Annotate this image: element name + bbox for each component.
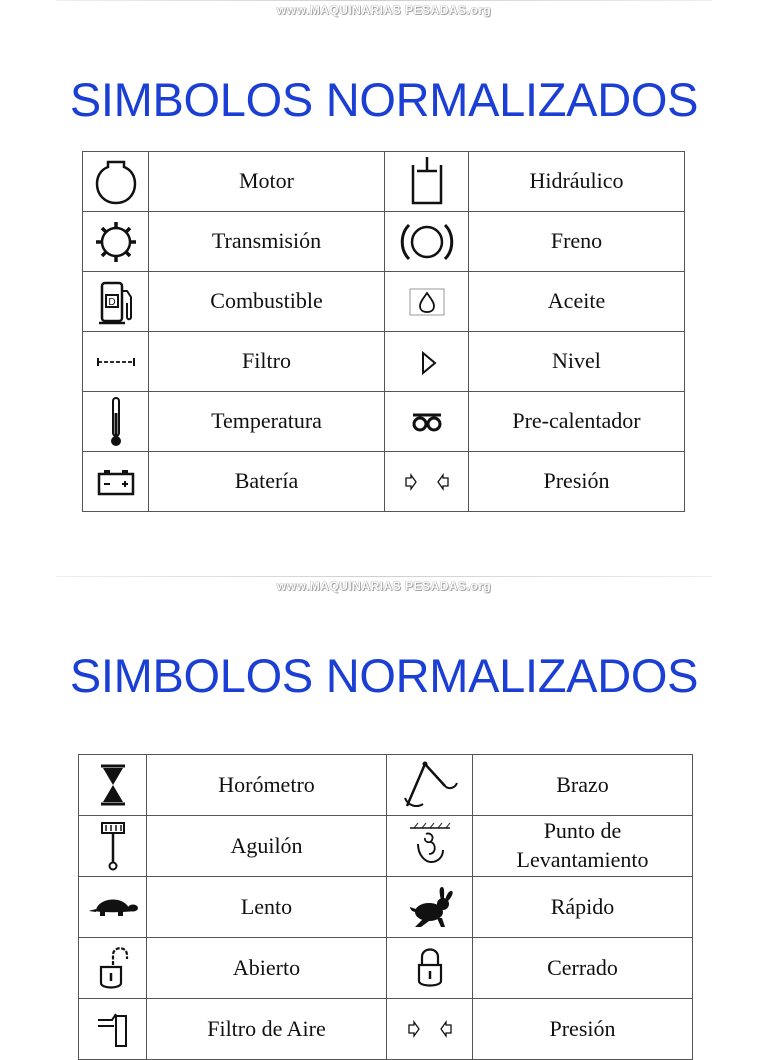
boom-icon xyxy=(79,816,147,877)
slide-title: SIMBOLOS NORMALIZADOS xyxy=(69,649,699,702)
symbol-label: Combustible xyxy=(149,272,385,332)
symbols-table xyxy=(82,151,685,512)
table-row xyxy=(83,332,685,392)
svg-text:D: D xyxy=(107,296,116,308)
lift-point-icon xyxy=(387,816,473,877)
oil-drop-icon xyxy=(385,272,469,332)
symbol-label: Horómetro xyxy=(147,755,387,816)
table-row xyxy=(79,816,693,877)
symbols-table xyxy=(78,754,693,1060)
symbol-label: Motor xyxy=(149,152,385,212)
battery-icon xyxy=(83,452,149,512)
pressure-icon xyxy=(385,452,469,512)
symbol-label: Brazo xyxy=(473,755,693,816)
divider xyxy=(56,0,712,1)
watermark: www.MAQUINARIAS PESADAS.org xyxy=(276,3,492,17)
slide-title: SIMBOLOS NORMALIZADOS xyxy=(69,73,699,126)
symbol-label xyxy=(473,816,693,877)
hydraulic-cylinder-icon xyxy=(385,152,469,212)
symbol-label: Hidráulico xyxy=(469,152,685,212)
fuel-pump-icon xyxy=(83,272,149,332)
divider xyxy=(56,576,712,577)
rabbit-icon xyxy=(387,877,473,938)
level-icon xyxy=(385,332,469,392)
symbol-label: Filtro xyxy=(149,332,385,392)
engine-icon xyxy=(83,152,149,212)
symbol-label: Nivel xyxy=(469,332,685,392)
table-row xyxy=(83,152,685,212)
table-row xyxy=(83,452,685,512)
table-row xyxy=(83,272,685,332)
symbol-label: Filtro de Aire xyxy=(147,999,387,1060)
symbol-label: Presión xyxy=(473,999,693,1060)
locked-icon xyxy=(387,938,473,999)
symbol-label: Temperatura xyxy=(149,392,385,452)
symbol-label: Aceite xyxy=(469,272,685,332)
hourglass-icon xyxy=(79,755,147,816)
watermark: www.MAQUINARIAS PESADAS.org xyxy=(276,579,492,593)
table-row xyxy=(79,755,693,816)
symbol-label: Cerrado xyxy=(473,938,693,999)
symbol-label-line-1: Punto de xyxy=(543,818,622,844)
brake-icon xyxy=(385,212,469,272)
symbol-label-line-2: Levantamiento xyxy=(516,847,649,872)
table-row xyxy=(83,392,685,452)
thermometer-icon xyxy=(83,392,149,452)
unlocked-icon xyxy=(79,938,147,999)
arm-icon xyxy=(387,755,473,816)
table-row xyxy=(79,999,693,1060)
symbol-label: Transmisión xyxy=(149,212,385,272)
symbol-label: Rápido xyxy=(473,877,693,938)
table-row xyxy=(79,877,693,938)
table-row xyxy=(83,212,685,272)
turtle-icon xyxy=(79,877,147,938)
table-row xyxy=(79,938,693,999)
symbol-label: Abierto xyxy=(147,938,387,999)
symbol-label: Freno xyxy=(469,212,685,272)
symbol-label: Lento xyxy=(147,877,387,938)
symbol-label: Aguilón xyxy=(147,816,387,877)
symbol-label: Presión xyxy=(469,452,685,512)
preheater-coil-icon xyxy=(385,392,469,452)
pressure-icon xyxy=(387,999,473,1060)
filter-icon xyxy=(83,332,149,392)
air-filter-icon xyxy=(79,999,147,1060)
gear-icon xyxy=(83,212,149,272)
symbol-label: Pre-calentador xyxy=(469,392,685,452)
slide-2 xyxy=(0,576,768,1041)
symbol-label: Batería xyxy=(149,452,385,512)
